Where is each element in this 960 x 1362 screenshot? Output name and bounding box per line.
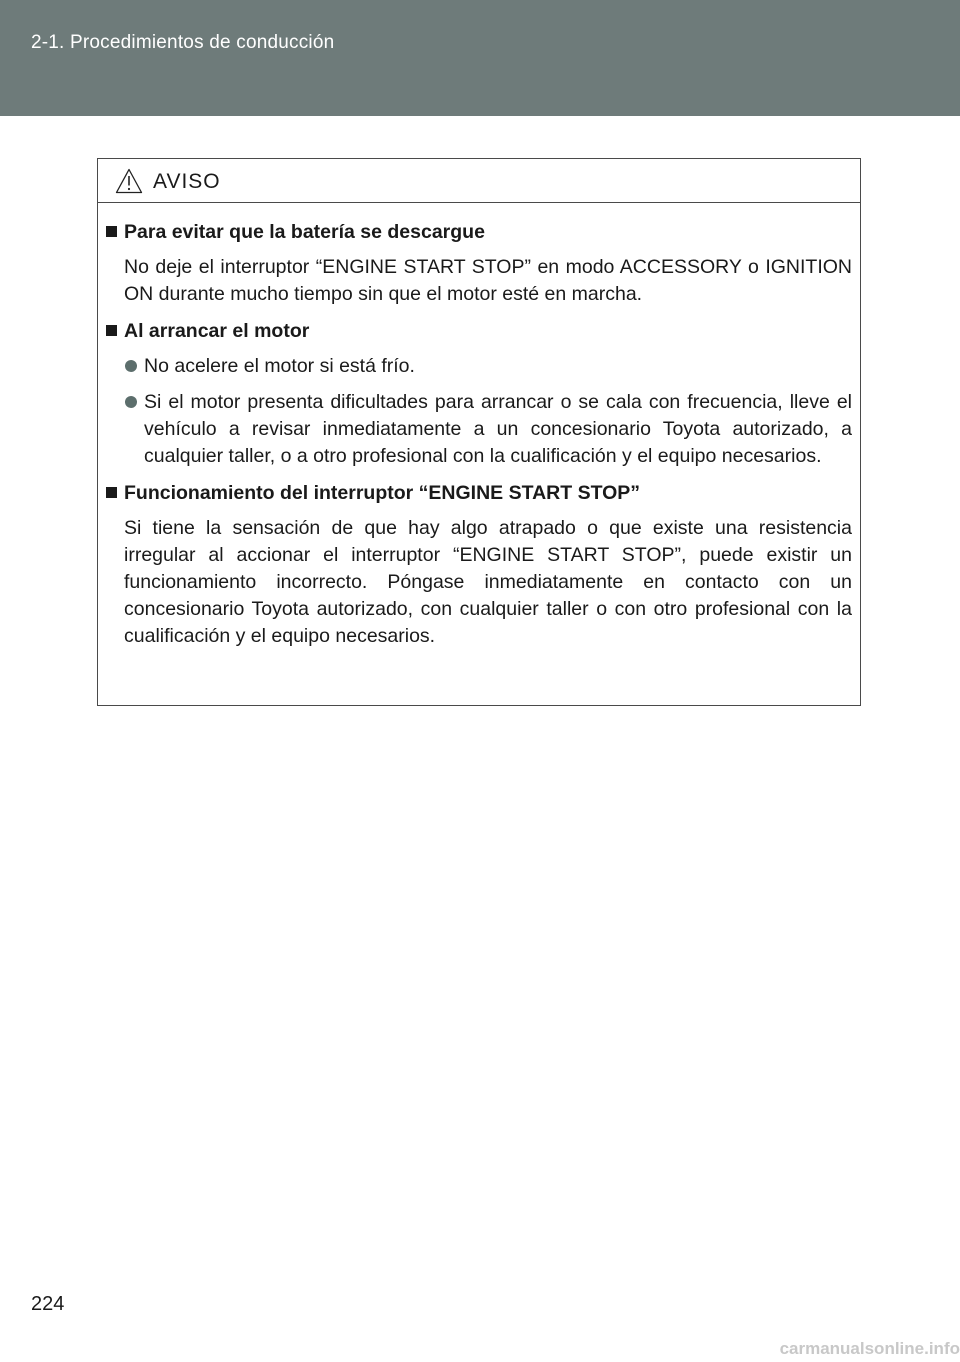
section-heading-text: Para evitar que la batería se descargue: [124, 221, 485, 243]
section-heading: [104, 479, 852, 507]
square-bullet-icon: [106, 487, 117, 498]
watermark: carmanualsonline.info: [779, 1339, 960, 1358]
warning-label: AVISO: [153, 170, 221, 193]
page-number: 224: [31, 1293, 65, 1315]
list-item: [104, 353, 852, 380]
list-item-text: No acelere el motor si está frío.: [144, 355, 415, 377]
warning-box: [97, 158, 861, 706]
square-bullet-icon: [106, 325, 117, 336]
warning-header: [98, 159, 860, 203]
section-heading-text: Al arrancar el motor: [124, 320, 310, 342]
section-heading-text: Funcionamiento del interruptor “ENGINE START STOP”: [124, 482, 641, 504]
section-title: 2-1. Procedimientos de conducción: [31, 32, 335, 53]
warning-triangle-icon: [115, 168, 143, 194]
section-paragraph: Si tiene la sensación de que hay algo atrapado o que existe una resistencia irregular al accionar el interruptor “ENGINE START STOP”, puede existir un funcionamiento incorrecto. Póngase inmediatamente en contacto con un concesionario Toyota autorizado, con cualquier taller o con otro profesional con la cualificación y el equipo necesarios.: [124, 517, 852, 647]
header-bar: [0, 0, 960, 116]
dot-bullet-icon: [125, 396, 137, 408]
list-item-text: Si el motor presenta dificultades para arrancar o se cala con frecuencia, lleve el vehículo a revisar inmediatamente a un concesionario Toyota autorizado, a cualquier taller, o a otro profesional con la cualificación y el equipo necesarios.: [144, 391, 852, 467]
warning-body: [98, 203, 860, 650]
list-item: [104, 389, 852, 470]
section-paragraph: No deje el interruptor “ENGINE START STOP” en modo ACCESSORY o IGNITION ON durante mucho tiempo sin que el motor esté en marcha.: [124, 256, 852, 305]
dot-bullet-icon: [125, 360, 137, 372]
section-heading: [104, 218, 852, 246]
square-bullet-icon: [106, 226, 117, 237]
section-heading: [104, 317, 852, 345]
